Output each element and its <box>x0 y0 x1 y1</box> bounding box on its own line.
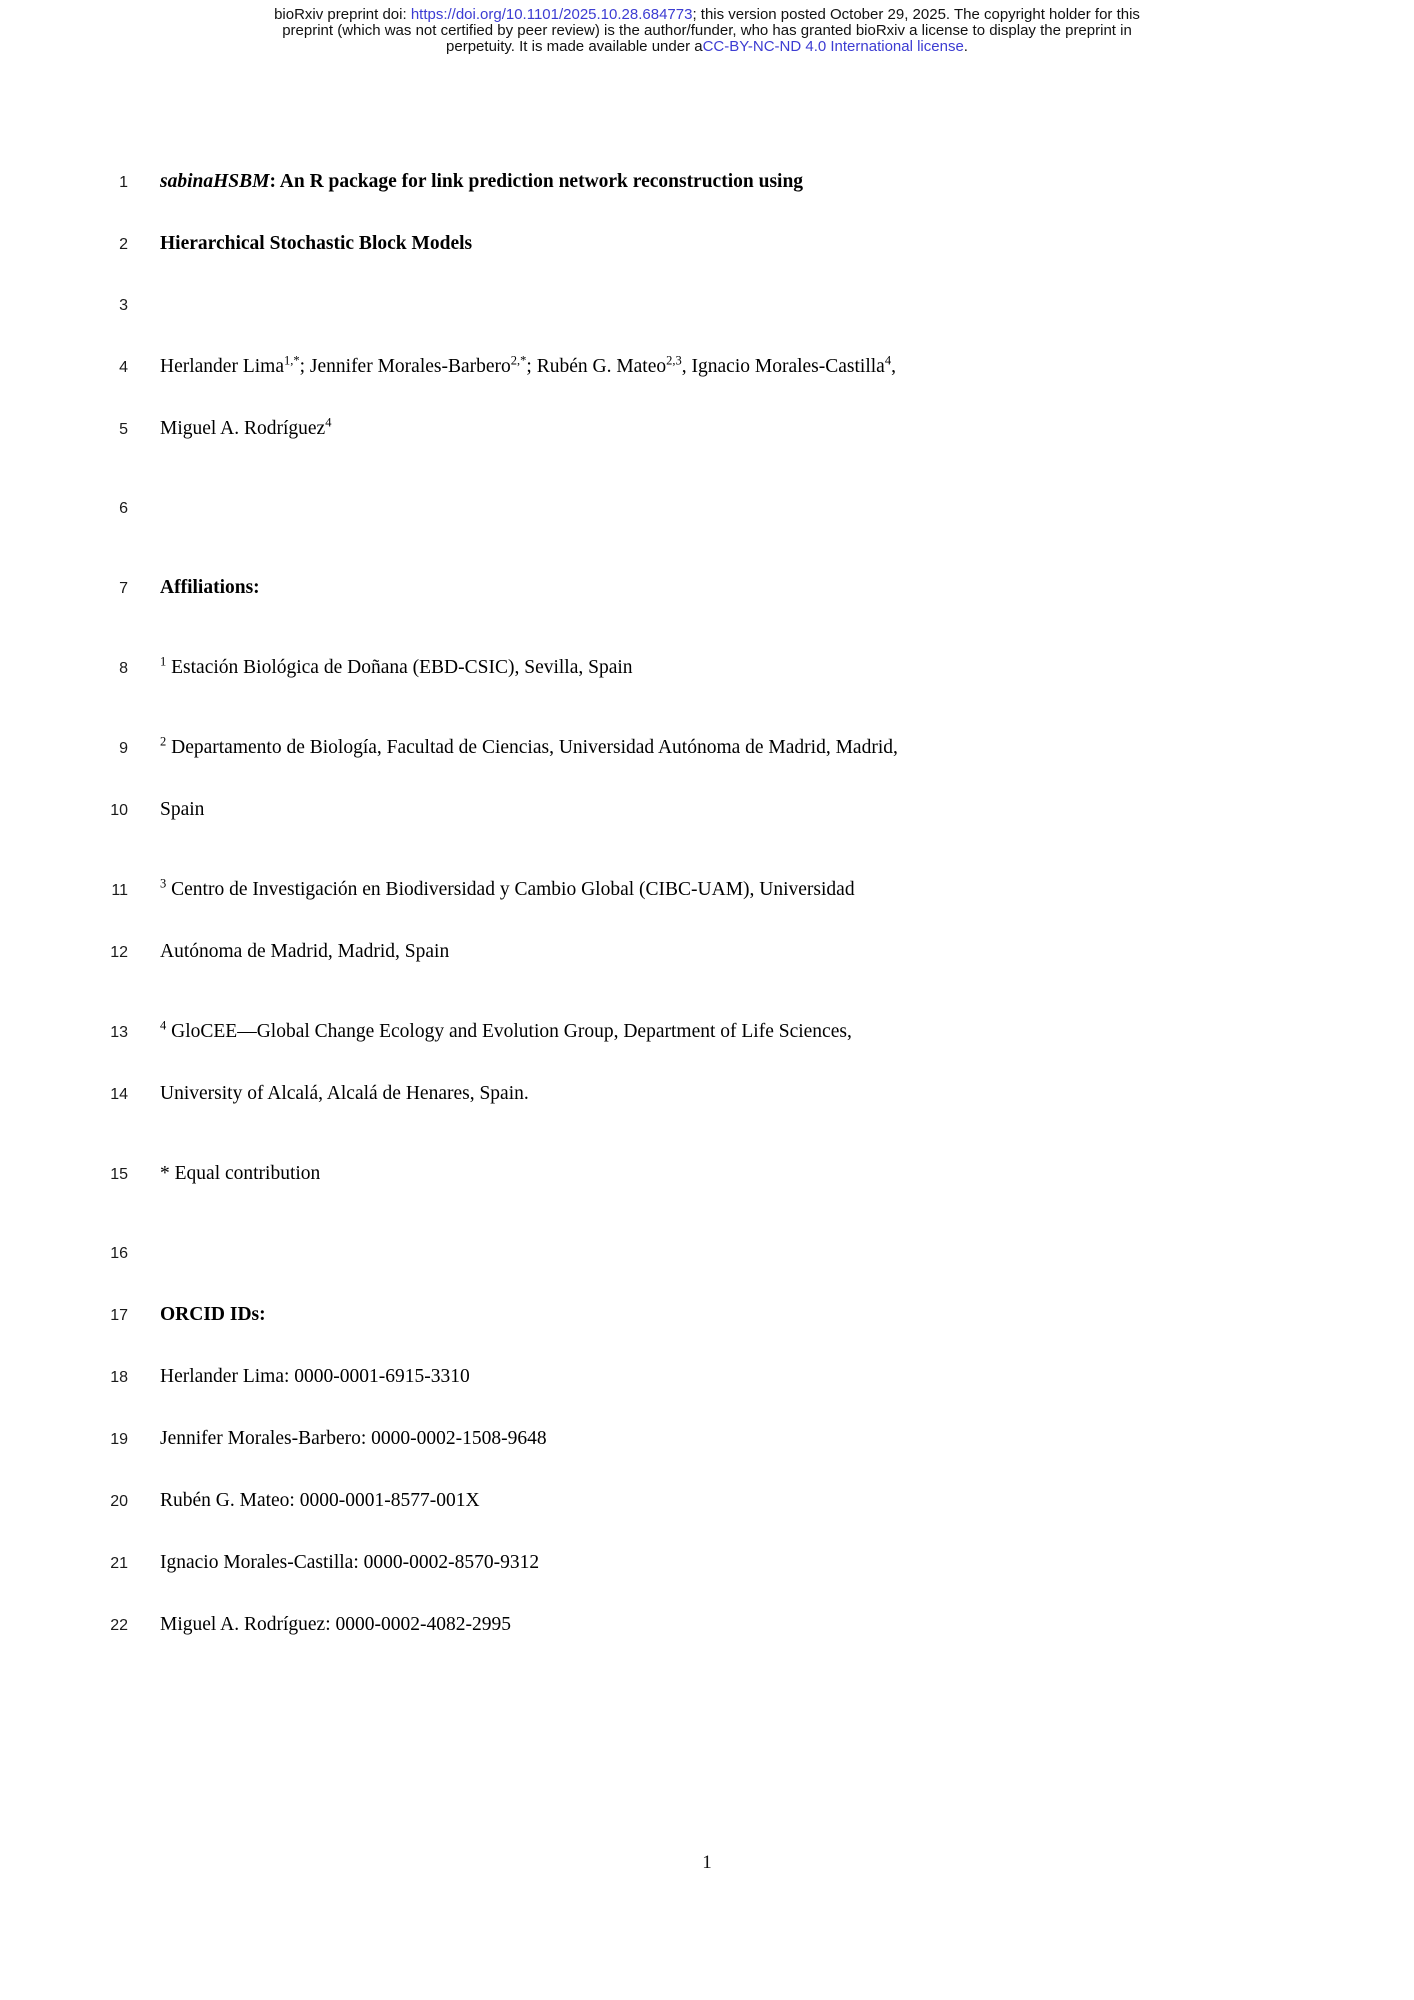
text-segment: sabinaHSBM <box>160 171 270 192</box>
superscript: 2 <box>160 734 167 749</box>
line-text <box>160 355 896 379</box>
header-text: perpetuity. It is made available under a <box>446 38 703 55</box>
manuscript-line-2 <box>0 232 1414 257</box>
text-segment: * Equal contribution <box>160 1163 321 1184</box>
line-text <box>160 1489 480 1513</box>
line-number: 17 <box>110 1307 128 1324</box>
line-text <box>160 576 260 600</box>
line-number: 12 <box>110 944 128 961</box>
text-segment: Miguel A. Rodríguez: 0000-0002-4082-2995 <box>160 1614 511 1635</box>
manuscript-line-9 <box>0 736 1414 761</box>
biorxiv-header <box>0 7 1414 55</box>
text-segment: Estación Biológica de Doñana (EBD-CSIC), Sevilla, Spain <box>166 657 633 678</box>
doi-link[interactable]: https://doi.org/10.1101/2025.10.28.684773 <box>410 6 693 23</box>
line-text <box>160 1365 470 1389</box>
manuscript-line-14 <box>0 1082 1414 1107</box>
license-link[interactable]: CC-BY-NC-ND 4.0 International license <box>702 38 964 55</box>
text-segment: GloCEE—Global Change Ecology and Evolution Group, Department of Life Sciences, <box>166 1021 852 1042</box>
superscript: 2,3 <box>666 353 682 368</box>
manuscript-line-6 <box>0 497 1414 521</box>
superscript: 2,* <box>510 353 527 368</box>
header-text: . <box>963 38 968 55</box>
manuscript-line-4 <box>0 355 1414 380</box>
manuscript-line-15 <box>0 1162 1414 1187</box>
superscript: 3 <box>160 876 167 891</box>
manuscript-line-1 <box>0 170 1414 195</box>
line-number: 22 <box>110 1617 128 1634</box>
text-segment: Centro de Investigación en Biodiversidad y Cambio Global (CIBC-UAM), Universidad <box>166 879 855 900</box>
line-text <box>160 1613 511 1637</box>
text-segment: Autónoma de Madrid, Madrid, Spain <box>160 941 450 962</box>
manuscript-line-7 <box>0 576 1414 601</box>
manuscript-line-18 <box>0 1365 1414 1390</box>
line-number: 5 <box>119 421 128 438</box>
manuscript-line-5 <box>0 417 1414 442</box>
line-text <box>160 1303 266 1327</box>
manuscript-line-10 <box>0 798 1414 823</box>
line-text <box>160 1427 547 1451</box>
text-segment: Jennifer Morales-Barbero: 0000-0002-1508-9648 <box>160 1428 547 1449</box>
superscript: 4 <box>884 353 892 368</box>
line-number: 4 <box>119 359 128 376</box>
superscript: 1,* <box>283 353 300 368</box>
text-segment: University of Alcalá, Alcalá de Henares, Spain. <box>160 1083 529 1104</box>
text-segment: Miguel A. Rodríguez <box>160 418 326 439</box>
superscript: 1 <box>160 654 167 669</box>
line-text <box>160 1082 529 1106</box>
text-segment: : An R package for link prediction network reconstruction using <box>269 171 804 192</box>
line-number: 6 <box>119 500 128 517</box>
line-number: 10 <box>110 802 128 819</box>
manuscript-line-22 <box>0 1613 1414 1638</box>
header-text: preprint (which was not certified by peer review) is the author/funder, who has granted bioRxiv a license to display the preprint in <box>282 22 1132 39</box>
line-text <box>160 656 633 680</box>
line-number: 14 <box>110 1086 128 1103</box>
text-segment: Herlander Lima <box>160 356 284 377</box>
text-segment: Rubén G. Mateo: 0000-0001-8577-001X <box>160 1490 480 1511</box>
manuscript-line-16 <box>0 1242 1414 1266</box>
line-text <box>160 1162 320 1186</box>
line-text <box>160 736 898 760</box>
line-text <box>160 798 204 822</box>
superscript: 4 <box>325 415 332 430</box>
manuscript-line-13 <box>0 1020 1414 1045</box>
line-number: 19 <box>110 1431 128 1448</box>
text-segment: Ignacio Morales-Castilla: 0000-0002-8570-9312 <box>160 1552 540 1573</box>
line-number: 13 <box>110 1024 128 1041</box>
text-segment: Hierarchical Stochastic Block Models <box>160 233 473 254</box>
line-text <box>160 1020 852 1044</box>
page-number: 1 <box>702 1852 712 1873</box>
manuscript-line-20 <box>0 1489 1414 1514</box>
manuscript-line-19 <box>0 1427 1414 1452</box>
line-text <box>160 1551 539 1575</box>
text-segment: , Ignacio Morales-Castilla <box>681 356 885 377</box>
text-segment: Departamento de Biología, Facultad de Ciencias, Universidad Autónoma de Madrid, Madrid, <box>166 737 898 758</box>
line-text <box>160 417 331 441</box>
line-number: 21 <box>110 1555 128 1572</box>
line-number: 2 <box>119 236 128 253</box>
manuscript-line-3 <box>0 294 1414 318</box>
line-number: 1 <box>119 174 128 191</box>
text-segment: ; Rubén G. Mateo <box>526 356 667 377</box>
line-number: 15 <box>110 1166 128 1183</box>
line-text <box>160 232 472 256</box>
header-line-1 <box>0 7 1414 23</box>
line-text <box>160 878 855 902</box>
manuscript-line-12 <box>0 940 1414 965</box>
line-number: 11 <box>111 882 128 899</box>
line-number: 18 <box>110 1369 128 1386</box>
text-segment: ORCID IDs: <box>160 1304 266 1325</box>
line-text <box>160 940 449 964</box>
manuscript-body <box>0 170 1414 1638</box>
line-number: 7 <box>119 580 128 597</box>
line-number: 16 <box>110 1245 128 1262</box>
text-segment: Affiliations: <box>160 577 260 598</box>
page-footer <box>0 1852 1414 1874</box>
text-segment: Herlander Lima: 0000-0001-6915-3310 <box>160 1366 470 1387</box>
superscript: 4 <box>160 1018 167 1033</box>
text-segment: Spain <box>160 799 205 820</box>
header-line-3 <box>0 39 1414 55</box>
manuscript-line-8 <box>0 656 1414 681</box>
line-number: 20 <box>110 1493 128 1510</box>
manuscript-line-21 <box>0 1551 1414 1576</box>
manuscript-line-11 <box>0 878 1414 903</box>
manuscript-line-17 <box>0 1303 1414 1328</box>
line-number: 9 <box>119 740 128 757</box>
text-segment: , <box>891 356 896 377</box>
line-number: 8 <box>119 660 128 677</box>
header-text: bioRxiv preprint doi: <box>274 6 411 23</box>
line-number: 3 <box>119 297 128 314</box>
header-text: ; this version posted October 29, 2025. The copyright holder for this <box>692 6 1140 23</box>
text-segment: ; Jennifer Morales-Barbero <box>299 356 511 377</box>
line-text <box>160 170 803 194</box>
header-line-2 <box>0 23 1414 39</box>
